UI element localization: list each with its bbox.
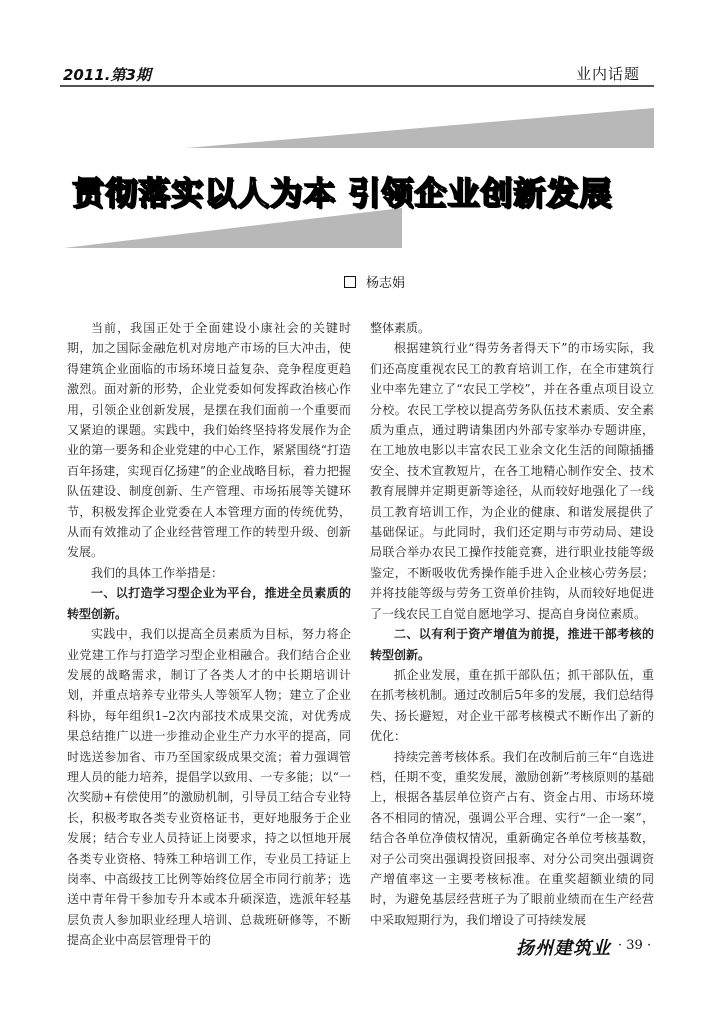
paragraph: 根据建筑行业“得劳务者得天下”的市场实际，我们还高度重视农民工的教育培训工作，在全市建筑行业中率先建立了“农民工学校”，并在各重点项目设立分校。农民工学校以提高劳务队伍技术素质、安全素质为重点，通过聘请集团内外部专家举办专题讲座，在工地放电影以丰富农民工业余文化生活的间隙插播安全、技术宣教短片，在各工地精心制作安全、技术教育展牌并定期更新等途径，从而较好地强化了一线员工教育培训工作，为企业的健康、和谐发展提供了基础保证。与此同时，我们还定期与市劳动局、建设局联合举办农民工操作技能竞赛，进行职业技能等级鉴定，不断吸收优秀操作能手进入企业核心劳务层；并将技能等级与劳务工资单价挂钩，从而较好地促进了一线农民工自觉自愿地学习、提高自身岗位素质。 xyxy=(370,341,654,621)
column-label: 业内话题 xyxy=(576,65,641,83)
right-column xyxy=(370,318,654,930)
left-column xyxy=(67,318,351,951)
author-line xyxy=(344,272,405,291)
paragraph: 抓企业发展，重在抓干部队伍；抓干部队伍，重在抓考核机制。通过改制后5年多的发展，我们总结得失、扬长避短，对企业干部考核模式不断作出了新的优化： xyxy=(370,667,654,744)
section-heading: 一、以打造学习型企业为平台，推进全员素质的转型创新。 xyxy=(67,586,351,621)
article-title: 贯彻落实以人为本 引领企业创新发展 xyxy=(72,174,613,212)
paragraph: 当前，我国正处于全面建设小康社会的关键时期，加之国际金融危机对房地产市场的巨大冲击，使得建筑企业面临的市场环境日益复杂、竞争程度更趋激烈。面对新的形势，企业党委如何发挥政治核心作用，引领企业创新发展，是摆在我们面前一个重要而又紧迫的课题。实践中，我们始终坚持将发展作为企业的第一要务和企业党建的中心工作，紧紧围绕“打造百年扬建，实现百亿扬建”的企业战略目标，着力把握队伍建设、制度创新、生产管理、市场拓展等关键环节，积极发挥企业党委在人本管理方面的传统优势，从而有效推动了企业经营管理工作的转型升级、创新发展。 xyxy=(67,321,351,560)
issue-label: 2011.第3期 xyxy=(63,66,151,84)
paragraph: 整体素质。 xyxy=(370,321,431,335)
page-number: · 39 · xyxy=(618,938,652,953)
magazine-logo: 扬州建筑业 xyxy=(516,938,611,959)
section-heading: 二、以有利于资产增值为前提，推进干部考核的转型创新。 xyxy=(370,627,654,662)
paragraph: 实践中，我们以提高全员素质为目标，努力将企业党建工作与打造学习型企业相融合。我们结合企业发展的战略需求，制订了各类人才的中长期培训计划，并重点培养专业带头人等领军人物；建立了企业科协，每年组织1–2次内部技术成果交流，对优秀成果总结推广以进一步推动企业生产力水平的提高，同时选送参加省、市乃至国家级成果交流；着力强调管理人员的能力培养，提倡学以致用、一专多能；以“一次奖励+有偿使用”的激励机制，引导员工结合专业特长，积极考取各类专业资格证书，更好地服务于企业发展；结合专业人员持证上岗要求，持之以恒地开展各类专业资格、特殊工种培训工作，专业员工持证上岗率、中高级技工比例等始终位居全市同行前茅；选送中青年骨干参加专升本或本升硕深造，选派年轻基层负责人参加职业经理人培训、总裁班研修等，不断提高企业中高层管理骨干的 xyxy=(67,627,351,948)
lower-gray-triangle xyxy=(64,208,402,248)
paragraph: 我们的具体工作举措是： xyxy=(91,565,224,580)
author-name: 杨志娟 xyxy=(366,276,406,291)
upper-gray-triangle xyxy=(186,108,654,148)
author-box-icon xyxy=(344,276,356,288)
decorative-triangles xyxy=(0,0,720,280)
paragraph: 持续完善考核体系。我们在改制后前三年“自选进档，任期不变，重奖发展，激励创新”考核原则的基础上，根据各基层单位资产占有、资金占用、市场环境各不相同的情况，强调公平合理、实行“一企一案”，结合各单位净债权情况，重新确定各单位考核基数，对子公司突出强调投资回报率、对分公司突出强调资产增值率这一主要考核标准。在重奖超额业绩的同时，为避免基层经营班子为了眼前业绩而在生产经营中采取短期行为，我们增设了可持续发展 xyxy=(370,749,654,927)
